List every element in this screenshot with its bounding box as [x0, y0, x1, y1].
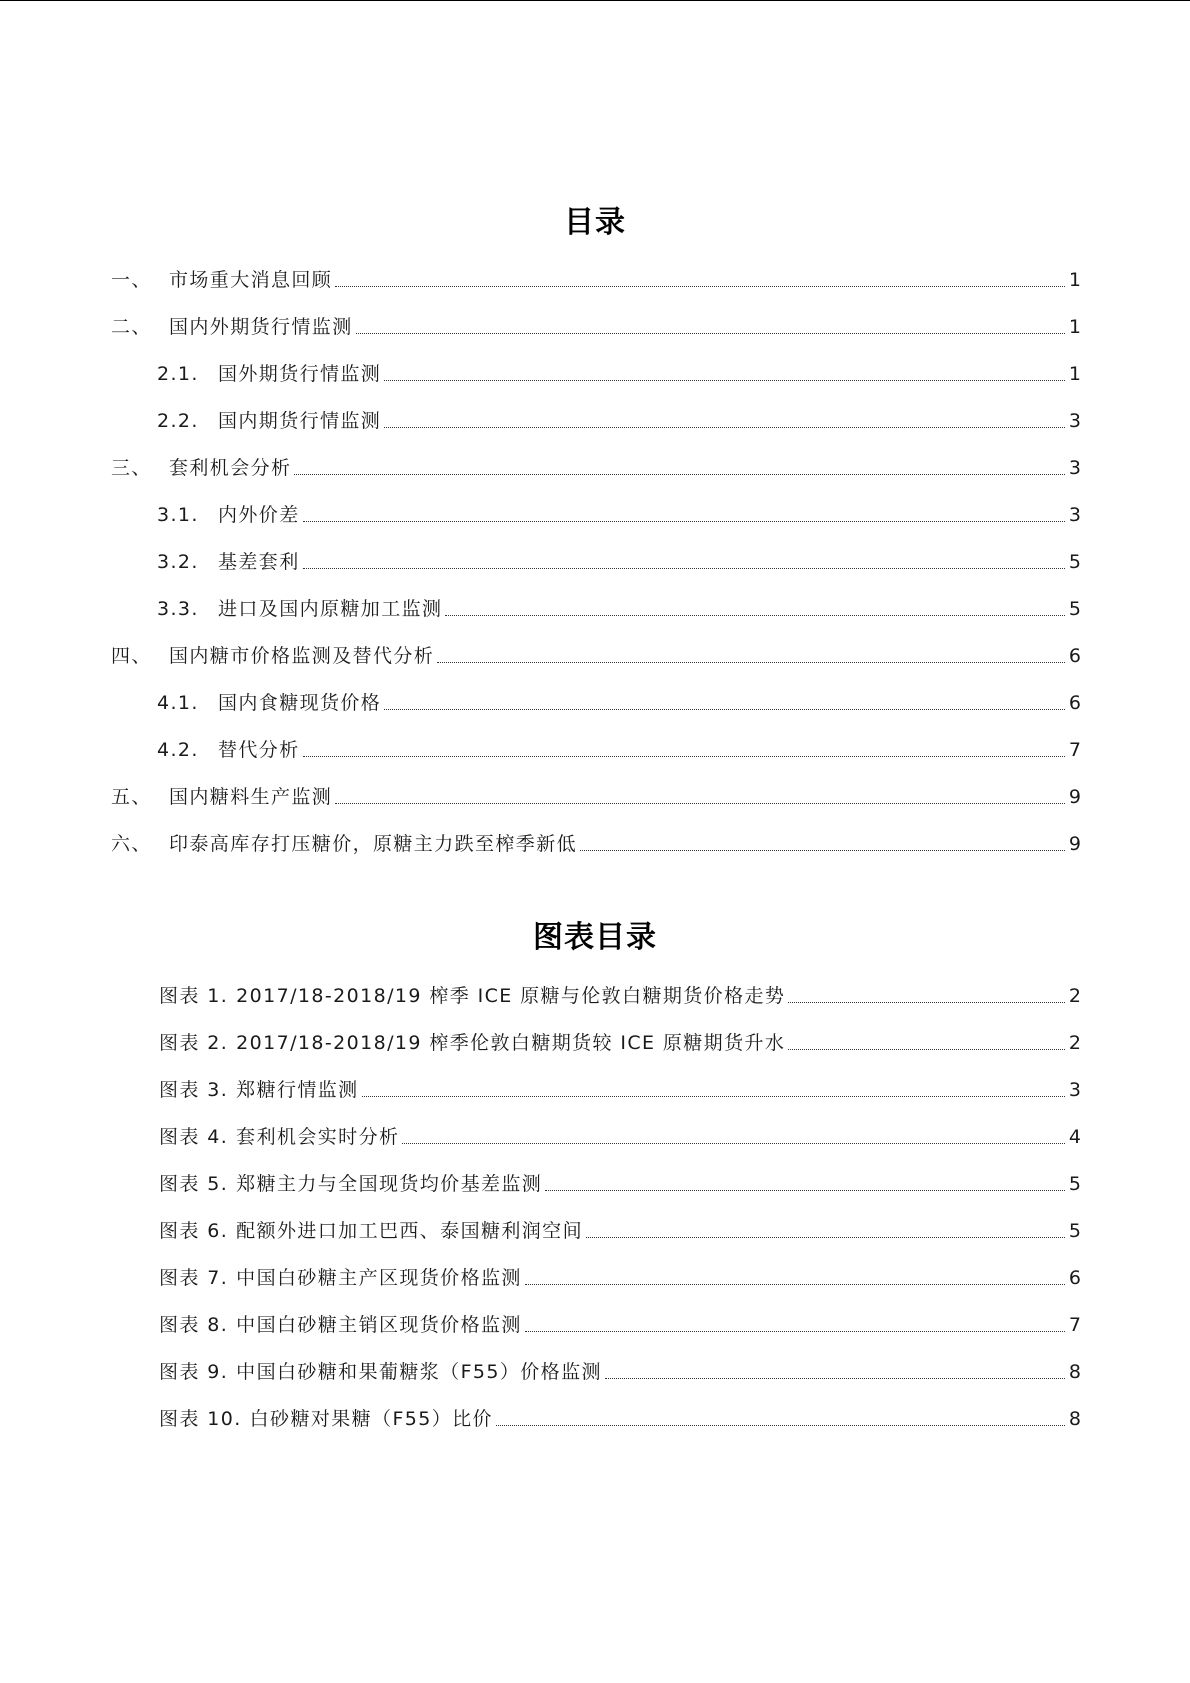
entry-line: [159, 1072, 1081, 1102]
entry-label[interactable]: 国内糖料生产监测: [169, 786, 333, 808]
entry-number: 图表 4.: [159, 1126, 229, 1148]
entry-page-number[interactable]: 8: [1068, 1361, 1081, 1383]
dot-leader: [294, 473, 1065, 475]
toc-entry[interactable]: [0, 732, 1190, 779]
dot-leader: [384, 708, 1065, 710]
entry-line: [157, 732, 1081, 762]
entry-line: [157, 356, 1081, 386]
entry-page-number[interactable]: 5: [1068, 598, 1081, 620]
dot-leader: [384, 379, 1065, 381]
dot-leader: [496, 1424, 1065, 1426]
entry-page-number[interactable]: 4: [1068, 1126, 1081, 1148]
entry-number: 4.1.: [157, 692, 199, 714]
entry-label[interactable]: 中国白砂糖主销区现货价格监测: [236, 1314, 522, 1336]
entry-label[interactable]: 国内外期货行情监测: [169, 316, 353, 338]
entry-line: [111, 309, 1081, 339]
entry-line: [157, 497, 1081, 527]
entry-number: 图表 5.: [159, 1173, 229, 1195]
entry-label[interactable]: 进口及国内原糖加工监测: [218, 598, 443, 620]
figure-entry[interactable]: [0, 1354, 1190, 1401]
dot-leader: [788, 1048, 1065, 1050]
toc-entry[interactable]: [0, 403, 1190, 450]
entry-page-number[interactable]: 6: [1068, 645, 1081, 667]
dot-leader: [303, 755, 1065, 757]
dot-leader: [335, 802, 1065, 804]
entry-page-number[interactable]: 3: [1068, 410, 1081, 432]
entry-number: 图表 2.: [159, 1032, 229, 1054]
entry-number: 图表 1.: [159, 985, 229, 1007]
entry-number: 4.2.: [157, 739, 199, 761]
entry-label[interactable]: 内外价差: [218, 504, 300, 526]
entry-page-number[interactable]: 5: [1068, 1220, 1081, 1242]
entry-page-number[interactable]: 3: [1068, 504, 1081, 526]
figures-list: [0, 978, 1190, 1448]
entry-line: [159, 1260, 1081, 1290]
entry-page-number[interactable]: 2: [1068, 985, 1081, 1007]
entry-page-number[interactable]: 7: [1068, 1314, 1081, 1336]
entry-line: [159, 1213, 1081, 1243]
entry-line: [111, 826, 1081, 856]
toc-entry[interactable]: [0, 497, 1190, 544]
entry-label[interactable]: 市场重大消息回顾: [169, 269, 333, 291]
entry-line: [159, 1166, 1081, 1196]
figure-entry[interactable]: [0, 978, 1190, 1025]
dot-leader: [356, 332, 1065, 334]
entry-line: [111, 638, 1081, 668]
figure-entry[interactable]: [0, 1025, 1190, 1072]
entry-page-number[interactable]: 6: [1068, 1267, 1081, 1289]
entry-number: 三、: [111, 457, 152, 479]
entry-number: 四、: [111, 645, 152, 667]
entry-line: [159, 1401, 1081, 1431]
dot-leader: [525, 1330, 1065, 1332]
entry-line: [157, 544, 1081, 574]
toc-entry[interactable]: [0, 685, 1190, 732]
figure-entry[interactable]: [0, 1307, 1190, 1354]
entry-line: [157, 685, 1081, 715]
entry-label[interactable]: 印泰高库存打压糖价，原糖主力跌至榨季新低: [169, 833, 578, 855]
entry-page-number[interactable]: 2: [1068, 1032, 1081, 1054]
entry-page-number[interactable]: 1: [1068, 363, 1081, 385]
dot-leader: [445, 614, 1065, 616]
entry-line: [159, 1307, 1081, 1337]
toc-entry[interactable]: [0, 356, 1190, 403]
entry-label[interactable]: 套利机会分析: [169, 457, 292, 479]
entry-line: [111, 779, 1081, 809]
toc-entry[interactable]: [0, 779, 1190, 826]
entry-line: [159, 1025, 1081, 1055]
dot-leader: [384, 426, 1065, 428]
entry-number: 3.1.: [157, 504, 199, 526]
entry-line: [157, 591, 1081, 621]
entry-line: [159, 978, 1081, 1008]
entry-number: 图表 8.: [159, 1314, 229, 1336]
toc-list: [0, 262, 1190, 873]
toc-entry[interactable]: [0, 591, 1190, 638]
entry-label[interactable]: 国内糖市价格监测及替代分析: [169, 645, 435, 667]
entry-page-number[interactable]: 3: [1068, 1079, 1081, 1101]
entry-label[interactable]: 套利机会实时分析: [236, 1126, 400, 1148]
dot-leader: [437, 661, 1065, 663]
toc-entry[interactable]: [0, 262, 1190, 309]
entry-label[interactable]: 国内期货行情监测: [218, 410, 382, 432]
figure-entry[interactable]: [0, 1260, 1190, 1307]
entry-number: 图表 3.: [159, 1079, 229, 1101]
dot-leader: [580, 849, 1065, 851]
entry-page-number[interactable]: 6: [1068, 692, 1081, 714]
entry-label[interactable]: 中国白砂糖和果葡糖浆（F55）价格监测: [236, 1361, 602, 1383]
entry-number: 3.3.: [157, 598, 199, 620]
toc-entry[interactable]: [0, 309, 1190, 356]
entry-page-number[interactable]: 8: [1068, 1408, 1081, 1430]
entry-number: 一、: [111, 269, 152, 291]
entry-number: 3.2.: [157, 551, 199, 573]
entry-number: 2.1.: [157, 363, 199, 385]
entry-line: [111, 450, 1081, 480]
toc-entry[interactable]: [0, 544, 1190, 591]
dot-leader: [788, 1001, 1065, 1003]
entry-page-number[interactable]: 7: [1068, 739, 1081, 761]
entry-page-number[interactable]: 5: [1068, 551, 1081, 573]
entry-label[interactable]: 2017/18-2018/19 榨季 ICE 原糖与伦敦白糖期货价格走势: [236, 985, 786, 1007]
entry-label[interactable]: 中国白砂糖主产区现货价格监测: [236, 1267, 522, 1289]
entry-label[interactable]: 国内食糖现货价格: [218, 692, 382, 714]
toc-entry[interactable]: [0, 638, 1190, 685]
entry-line: [159, 1119, 1081, 1149]
dot-leader: [402, 1142, 1065, 1144]
dot-leader: [362, 1095, 1065, 1097]
figures-title: 图表目录: [533, 920, 657, 955]
entry-label[interactable]: 白砂糖对果糖（F55）比价: [249, 1408, 493, 1430]
entry-page-number[interactable]: 9: [1068, 833, 1081, 855]
figure-entry[interactable]: [0, 1072, 1190, 1119]
entry-number: 五、: [111, 786, 152, 808]
figure-entry[interactable]: [0, 1213, 1190, 1260]
entry-number: 二、: [111, 316, 152, 338]
entry-label[interactable]: 基差套利: [218, 551, 300, 573]
toc-entry[interactable]: [0, 826, 1190, 873]
entry-number: 图表 7.: [159, 1267, 229, 1289]
entry-number: 六、: [111, 833, 152, 855]
entry-line: [111, 262, 1081, 292]
toc-title: 目录: [564, 205, 626, 240]
entry-label[interactable]: 国外期货行情监测: [218, 363, 382, 385]
entry-page-number[interactable]: 1: [1068, 269, 1081, 291]
entry-number: 图表 6.: [159, 1220, 229, 1242]
dot-leader: [605, 1377, 1065, 1379]
entry-number: 2.2.: [157, 410, 199, 432]
figure-entry[interactable]: [0, 1119, 1190, 1166]
entry-number: 图表 9.: [159, 1361, 229, 1383]
entry-page-number[interactable]: 1: [1068, 316, 1081, 338]
entry-label[interactable]: 替代分析: [218, 739, 300, 761]
entry-label[interactable]: 郑糖行情监测: [236, 1079, 359, 1101]
dot-leader: [545, 1189, 1065, 1191]
entry-line: [159, 1354, 1081, 1384]
entry-line: [157, 403, 1081, 433]
dot-leader: [525, 1283, 1065, 1285]
dot-leader: [303, 567, 1065, 569]
figure-entry[interactable]: [0, 1166, 1190, 1213]
page-top-rule: [0, 0, 1190, 1]
entry-label[interactable]: 2017/18-2018/19 榨季伦敦白糖期货较 ICE 原糖期货升水: [236, 1032, 786, 1054]
dot-leader: [586, 1236, 1065, 1238]
entry-page-number[interactable]: 9: [1068, 786, 1081, 808]
entry-label[interactable]: 郑糖主力与全国现货均价基差监测: [236, 1173, 543, 1195]
toc-entry[interactable]: [0, 450, 1190, 497]
dot-leader: [335, 285, 1065, 287]
entry-number: 图表 10.: [159, 1408, 242, 1430]
entry-page-number[interactable]: 3: [1068, 457, 1081, 479]
entry-label[interactable]: 配额外进口加工巴西、泰国糖利润空间: [236, 1220, 583, 1242]
figure-entry[interactable]: [0, 1401, 1190, 1448]
entry-page-number[interactable]: 5: [1068, 1173, 1081, 1195]
dot-leader: [303, 520, 1065, 522]
